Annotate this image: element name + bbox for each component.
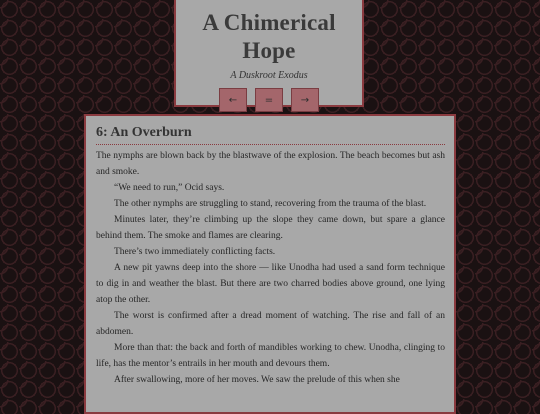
prev-chapter-button[interactable] — [219, 88, 247, 112]
site-header — [174, 0, 364, 107]
chapter-content — [84, 114, 456, 414]
arrow-left-icon: ← — [228, 94, 238, 106]
paragraph: After swallowing, more of her moves. We saw the prelude of this when she — [114, 375, 400, 385]
next-chapter-button[interactable] — [291, 88, 319, 112]
paragraph: The nymphs are blown back by the blastwave of the explosion. The beach becomes but ash and smoke. — [96, 151, 445, 177]
paragraph: Minutes later, they’re climbing up the slope they came down, but spare a glance behind them. The smoke and flames are clearing. — [96, 215, 445, 241]
site-subtitle: A Duskroot Exodus — [230, 70, 308, 81]
paragraph: The worst is confirmed after a dread moment of watching. The rise and fall of an abdomen. — [96, 311, 445, 337]
paragraph: There’s two immediately conflicting facts. — [114, 247, 276, 257]
paragraph: More than that: the back and forth of mandibles working to chew. Unodha, clinging to life, has the mentor’s entrails in her mouth and devours them. — [96, 343, 445, 369]
paragraph: The other nymphs are struggling to stand, recovering from the trauma of the blast. — [114, 199, 427, 209]
table-of-contents-button[interactable] — [255, 88, 283, 112]
paragraph: A new pit yawns deep into the shore — like Unodha had used a sand form technique to dig in and weather the blast. But there are two charred bodies above ground, one lying atop the other. — [96, 263, 445, 305]
site-title[interactable]: A Chimerical Hope — [202, 10, 336, 63]
menu-icon: = — [264, 94, 274, 106]
arrow-right-icon: → — [300, 94, 310, 106]
chapter-title: 6: An Overburn — [96, 123, 445, 145]
chapter-nav — [176, 88, 362, 112]
paragraph: “We need to run,” Ocid says. — [114, 183, 225, 193]
